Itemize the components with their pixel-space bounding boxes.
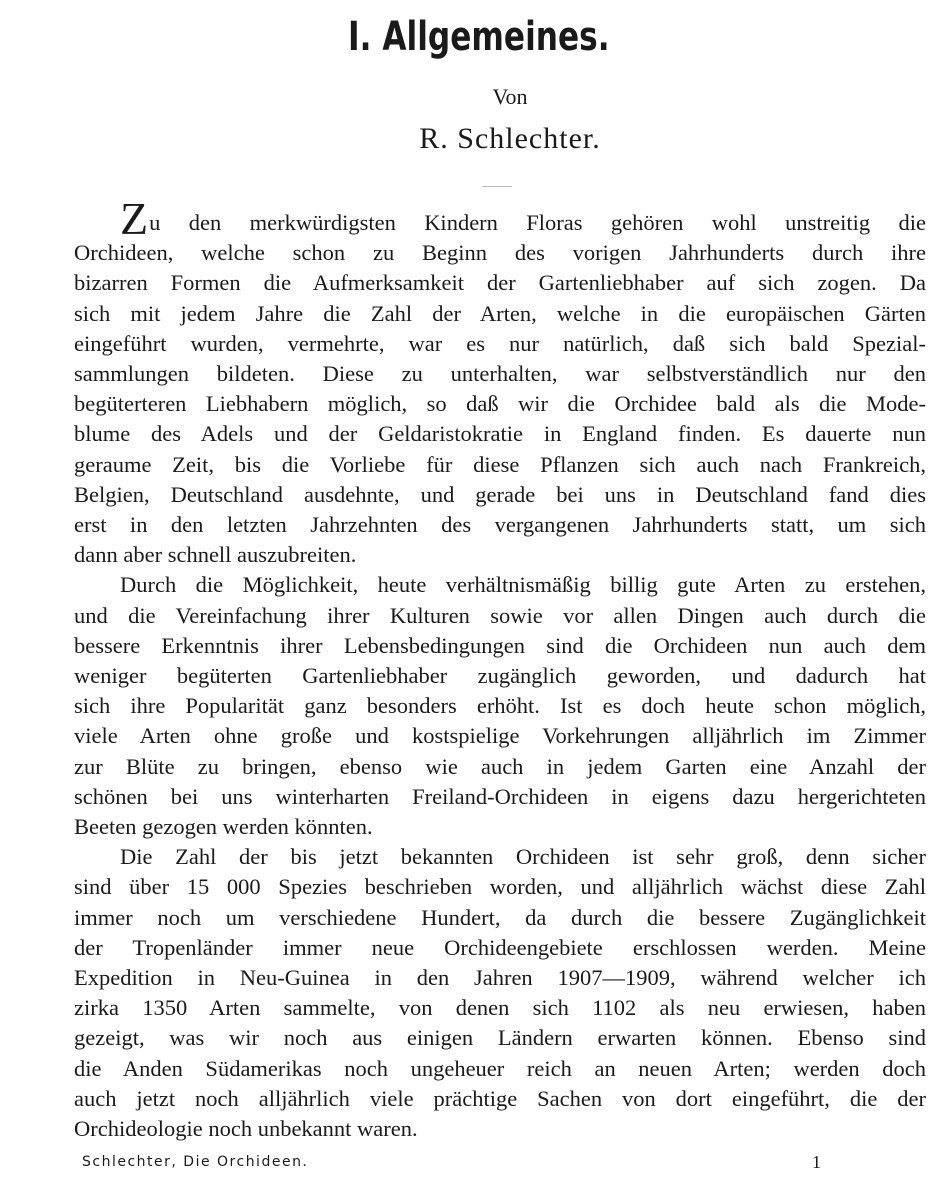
text-line: Zu den merkwürdigsten Kindern Floras gehören wohl unstreitig die: [120, 193, 926, 244]
text-line: zur Blüte zu bringen, ebenso wie auch in jedem Garten eine Anzahl der: [74, 753, 926, 779]
paragraph-1: [74, 193, 926, 570]
text-line: Expedition in Neu-Guinea in den Jahren 1907—1909, während welcher ich: [74, 965, 926, 991]
text-line: blume des Adels und der Geldaristokratie in England finden. Es dauerte nun: [74, 421, 926, 447]
text-line: erst in den letzten Jahrzehnten des vergangenen Jahrhunderts statt, um sich: [74, 512, 926, 538]
text-line: sich ihre Popularität ganz besonders erhöht. Ist es doch heute schon möglich,: [74, 693, 926, 719]
text-line: dann aber schnell auszubreiten.: [74, 542, 357, 568]
text-line: sind über 15 000 Spezies beschrieben worden, und alljährlich wächst diese Zahl: [74, 874, 926, 900]
text-line: zirka 1350 Arten sammelte, von denen sich 1102 als neu erwiesen, haben: [74, 995, 926, 1021]
paragraph-2: [74, 570, 926, 842]
text-line: auch jetzt noch alljährlich viele prächtige Sachen von dort eingeführt, die der: [74, 1085, 926, 1111]
text-line: Orchideen, welche schon zu Beginn des vorigen Jahrhunderts durch ihre: [74, 240, 926, 266]
text-line: Belgien, Deutschland ausdehnte, und gerade bei uns in Deutschland fand dies: [74, 481, 926, 507]
text-line: Die Zahl der bis jetzt bekannten Orchideen ist sehr groß, denn sicher: [120, 844, 926, 870]
text-line: weniger begüterten Gartenliebhaber zugänglich geworden, und dadurch hat: [74, 663, 926, 689]
text-line: Orchideologie noch unbekannt waren.: [74, 1116, 418, 1142]
text-line: sammlungen bildeten. Diese zu unterhalten, war selbstverständlich nur den: [74, 361, 926, 387]
text-line: geraume Zeit, bis die Vorliebe für diese Pflanzen sich auch nach Frankreich,: [74, 451, 926, 477]
chapter-title: I. Allgemeines.: [348, 14, 610, 60]
text-line: bizarren Formen die Aufmerksamkeit der Gartenliebhaber auf sich zogen. Da: [74, 270, 926, 296]
author-name: R. Schlechter.: [419, 122, 601, 155]
text-line: Beeten gezogen werden könnten.: [74, 814, 373, 840]
body-text: [74, 193, 926, 1144]
text-line: und die Vereinfachung ihrer Kulturen sowie vor allen Dingen auch durch die: [74, 602, 926, 628]
running-title: Schlechter, Die Orchideen.: [82, 1154, 309, 1170]
text-line: viele Arten ohne große und kostspielige Vorkehrungen alljährlich im Zimmer: [74, 723, 926, 749]
drop-cap: Z: [120, 193, 149, 244]
text-line: eingeführt wurden, vermehrte, war es nur natürlich, daß sich bald Spezial-: [74, 330, 926, 356]
text-line: immer noch um verschiedene Hundert, da durch die bessere Zugänglichkeit: [74, 904, 926, 930]
byline-von: Von: [492, 84, 528, 109]
text-line: gezeigt, was wir noch aus einigen Ländern erwarten können. Ebenso sind: [74, 1025, 926, 1051]
paragraph-3: [74, 842, 926, 1144]
text-line: sich mit jedem Jahre die Zahl der Arten, welche in die europäischen Gärten: [74, 300, 926, 326]
text-line: die Anden Südamerikas noch ungeheuer reich an neuen Arten; werden doch: [74, 1055, 926, 1081]
text-line: schönen bei uns winterharten Freiland-Orchideen in eigens dazu hergerichteten: [74, 783, 926, 809]
text-line: bessere Erkenntnis ihrer Lebensbedingungen sind die Orchideen nun auch dem: [74, 632, 926, 658]
page-number: 1: [812, 1152, 822, 1172]
text-line: begüterteren Liebhabern möglich, so daß wir die Orchidee bald als die Mode-: [74, 391, 926, 417]
title-divider: [482, 186, 512, 187]
text-line: Durch die Möglichkeit, heute verhältnismäßig billig gute Arten zu erstehen,: [120, 572, 926, 598]
text-line: der Tropenländer immer neue Orchideengebiete erschlossen werden. Meine: [74, 934, 926, 960]
